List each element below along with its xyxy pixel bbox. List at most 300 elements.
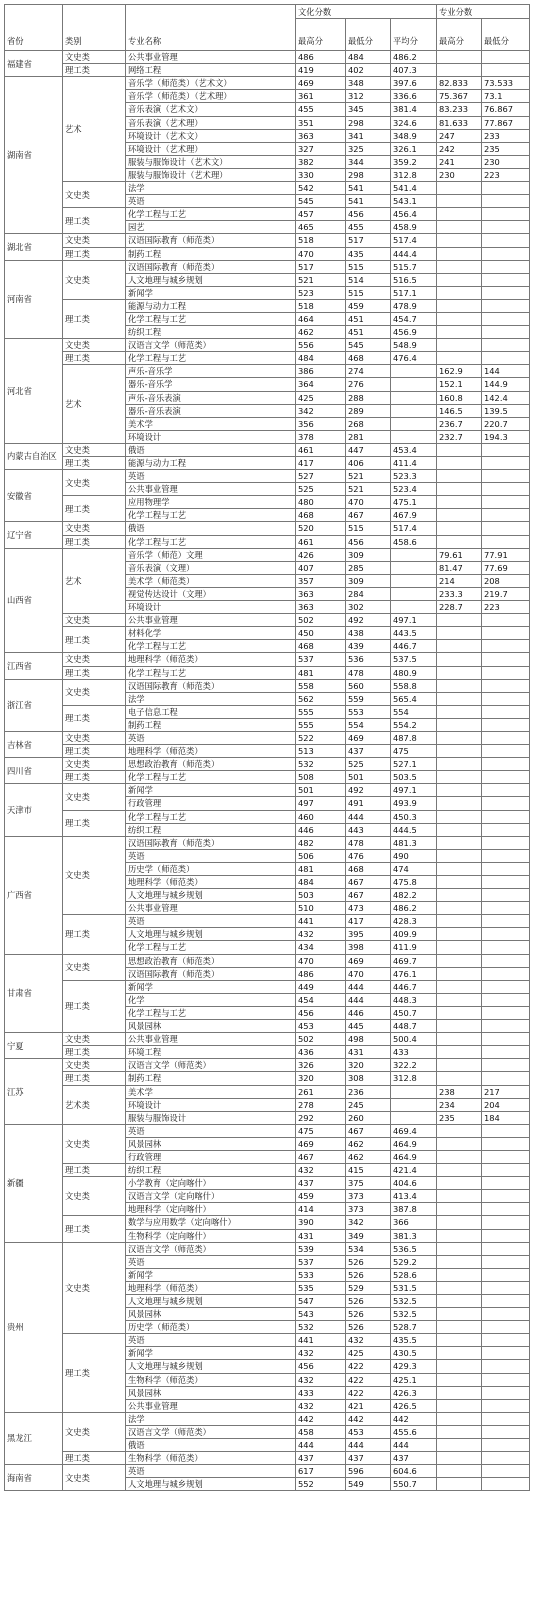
professional-max-cell: [437, 810, 482, 823]
professional-max-cell: [437, 182, 482, 195]
professional-max-cell: [437, 1373, 482, 1386]
culture-avg-cell: 458.9: [391, 221, 437, 234]
major-cell: 能源与动力工程: [126, 299, 296, 312]
province-cell: 内蒙古自治区: [5, 443, 63, 469]
header-province: 省份: [5, 5, 63, 51]
culture-avg-cell: 366: [391, 1216, 437, 1229]
professional-max-cell: [437, 836, 482, 849]
professional-min-cell: [482, 1203, 530, 1216]
header-category: 类别: [63, 5, 126, 51]
major-cell: 法学: [126, 692, 296, 705]
major-cell: 人文地理与城乡规划: [126, 928, 296, 941]
culture-max-cell: 426: [296, 548, 346, 561]
table-row: [5, 352, 530, 365]
professional-max-cell: [437, 1439, 482, 1452]
culture-avg-cell: 446.7: [391, 640, 437, 653]
category-cell: 理工类: [63, 666, 126, 679]
culture-min-cell: 526: [346, 1255, 391, 1268]
culture-min-cell: 437: [346, 745, 391, 758]
culture-avg-cell: 404.6: [391, 1177, 437, 1190]
professional-max-cell: [437, 522, 482, 535]
culture-min-cell: 245: [346, 1098, 391, 1111]
culture-avg-cell: [391, 378, 437, 391]
professional-min-cell: [482, 1373, 530, 1386]
major-cell: 法学: [126, 1412, 296, 1425]
major-cell: 器乐-音乐表演: [126, 404, 296, 417]
culture-min-cell: 498: [346, 1033, 391, 1046]
culture-min-cell: 425: [346, 1347, 391, 1360]
professional-max-cell: [437, 614, 482, 627]
culture-max-cell: 261: [296, 1085, 346, 1098]
category-cell: 艺术: [63, 77, 126, 182]
culture-max-cell: 461: [296, 535, 346, 548]
culture-max-cell: 442: [296, 1412, 346, 1425]
culture-avg-cell: 532.5: [391, 1295, 437, 1308]
professional-min-cell: [482, 1347, 530, 1360]
major-cell: 风景园林: [126, 1386, 296, 1399]
major-cell: 俄语: [126, 522, 296, 535]
major-cell: 音乐学（师范）文理: [126, 548, 296, 561]
culture-max-cell: 437: [296, 1177, 346, 1190]
province-cell: 辽宁省: [5, 522, 63, 548]
culture-max-cell: 363: [296, 601, 346, 614]
culture-min-cell: 276: [346, 378, 391, 391]
professional-min-cell: 194.3: [482, 430, 530, 443]
culture-min-cell: 236: [346, 1085, 391, 1098]
culture-avg-cell: 529.2: [391, 1255, 437, 1268]
province-cell: 湖北省: [5, 234, 63, 260]
professional-min-cell: 144.9: [482, 378, 530, 391]
major-cell: 美术学: [126, 1085, 296, 1098]
category-cell: 理工类: [63, 299, 126, 338]
major-cell: 化学工程与工艺: [126, 535, 296, 548]
culture-min-cell: 373: [346, 1190, 391, 1203]
professional-min-cell: [482, 876, 530, 889]
culture-min-cell: 456: [346, 208, 391, 221]
culture-avg-cell: 397.6: [391, 77, 437, 90]
culture-max-cell: 462: [296, 326, 346, 339]
professional-max-cell: 152.1: [437, 378, 482, 391]
major-cell: 化学工程与工艺: [126, 941, 296, 954]
professional-min-cell: [482, 745, 530, 758]
culture-avg-cell: 517.4: [391, 522, 437, 535]
culture-max-cell: 460: [296, 810, 346, 823]
professional-max-cell: [437, 784, 482, 797]
culture-max-cell: 456: [296, 1360, 346, 1373]
culture-min-cell: 526: [346, 1268, 391, 1281]
professional-max-cell: 214: [437, 574, 482, 587]
category-cell: 理工类: [63, 1334, 126, 1413]
major-cell: 器乐-音乐学: [126, 378, 296, 391]
table-row: [5, 1242, 530, 1255]
category-cell: 理工类: [63, 705, 126, 731]
header-professional-max: 最高分: [437, 19, 482, 51]
professional-max-cell: [437, 679, 482, 692]
culture-avg-cell: 532.5: [391, 1308, 437, 1321]
major-cell: 行政管理: [126, 1150, 296, 1163]
professional-max-cell: [437, 1150, 482, 1163]
professional-min-cell: 204: [482, 1098, 530, 1111]
culture-avg-cell: [391, 430, 437, 443]
culture-avg-cell: 409.9: [391, 928, 437, 941]
major-cell: 服装与服饰设计（艺术文）: [126, 155, 296, 168]
professional-min-cell: [482, 679, 530, 692]
professional-min-cell: [482, 509, 530, 522]
professional-max-cell: [437, 640, 482, 653]
major-cell: 地理科学（师范类）: [126, 1281, 296, 1294]
culture-min-cell: 451: [346, 326, 391, 339]
culture-avg-cell: [391, 601, 437, 614]
culture-avg-cell: 493.9: [391, 797, 437, 810]
header-professional-min: 最低分: [482, 19, 530, 51]
professional-min-cell: [482, 902, 530, 915]
culture-max-cell: 407: [296, 561, 346, 574]
culture-avg-cell: 312.8: [391, 1072, 437, 1085]
professional-max-cell: [437, 1452, 482, 1465]
culture-max-cell: 450: [296, 627, 346, 640]
major-cell: 公共事业管理: [126, 51, 296, 64]
major-cell: 地理科学（师范类）: [126, 653, 296, 666]
culture-avg-cell: 444.5: [391, 823, 437, 836]
professional-min-cell: [482, 718, 530, 731]
culture-max-cell: 510: [296, 902, 346, 915]
professional-min-cell: [482, 849, 530, 862]
culture-max-cell: 457: [296, 208, 346, 221]
table-row: [5, 535, 530, 548]
table-row: [5, 679, 530, 692]
professional-max-cell: [437, 352, 482, 365]
professional-min-cell: [482, 653, 530, 666]
culture-max-cell: 330: [296, 168, 346, 181]
culture-max-cell: 357: [296, 574, 346, 587]
professional-max-cell: [437, 941, 482, 954]
culture-avg-cell: 435.5: [391, 1334, 437, 1347]
province-cell: 四川省: [5, 758, 63, 784]
professional-min-cell: [482, 299, 530, 312]
professional-min-cell: 76.867: [482, 103, 530, 116]
culture-max-cell: 444: [296, 1439, 346, 1452]
culture-avg-cell: 450.7: [391, 1006, 437, 1019]
culture-max-cell: 482: [296, 836, 346, 849]
major-cell: 音乐表演（文理）: [126, 561, 296, 574]
major-cell: 英语: [126, 1124, 296, 1137]
culture-max-cell: 518: [296, 299, 346, 312]
category-cell: 理工类: [63, 457, 126, 470]
major-cell: 新闻学: [126, 784, 296, 797]
province-cell: 贵州: [5, 1242, 63, 1412]
culture-max-cell: 545: [296, 195, 346, 208]
score-table-container: [4, 4, 530, 1491]
culture-max-cell: 555: [296, 718, 346, 731]
major-cell: 汉语国际教育（师范类）: [126, 679, 296, 692]
culture-avg-cell: 476.1: [391, 967, 437, 980]
table-row: [5, 247, 530, 260]
culture-avg-cell: 537.5: [391, 653, 437, 666]
culture-avg-cell: 464.9: [391, 1150, 437, 1163]
culture-max-cell: 562: [296, 692, 346, 705]
category-cell: 理工类: [63, 627, 126, 653]
table-body: [5, 51, 530, 1491]
culture-avg-cell: 543.1: [391, 195, 437, 208]
professional-max-cell: [437, 1425, 482, 1438]
table-row: [5, 1072, 530, 1085]
major-cell: 电子信息工程: [126, 705, 296, 718]
culture-max-cell: 532: [296, 1321, 346, 1334]
culture-min-cell: 268: [346, 417, 391, 430]
culture-min-cell: 447: [346, 443, 391, 456]
culture-min-cell: 541: [346, 195, 391, 208]
culture-min-cell: 554: [346, 718, 391, 731]
professional-max-cell: 233.3: [437, 587, 482, 600]
culture-max-cell: 539: [296, 1242, 346, 1255]
professional-max-cell: [437, 286, 482, 299]
culture-max-cell: 502: [296, 1033, 346, 1046]
professional-min-cell: [482, 1150, 530, 1163]
professional-min-cell: 73.1: [482, 90, 530, 103]
professional-max-cell: [437, 627, 482, 640]
major-cell: 纺织工程: [126, 1164, 296, 1177]
culture-max-cell: 292: [296, 1111, 346, 1124]
major-cell: 公共事业管理: [126, 483, 296, 496]
table-row: [5, 64, 530, 77]
professional-max-cell: 247: [437, 129, 482, 142]
professional-min-cell: [482, 1229, 530, 1242]
major-cell: 化学: [126, 993, 296, 1006]
table-row: [5, 522, 530, 535]
professional-max-cell: [437, 954, 482, 967]
culture-min-cell: 492: [346, 784, 391, 797]
professional-max-cell: [437, 1059, 482, 1072]
major-cell: 英语: [126, 1255, 296, 1268]
culture-max-cell: 467: [296, 1150, 346, 1163]
culture-avg-cell: [391, 561, 437, 574]
culture-min-cell: 451: [346, 312, 391, 325]
culture-min-cell: 467: [346, 1124, 391, 1137]
professional-min-cell: 184: [482, 1111, 530, 1124]
province-cell: 湖南省: [5, 77, 63, 234]
category-cell: 文史类: [63, 1465, 126, 1491]
culture-max-cell: 378: [296, 430, 346, 443]
culture-avg-cell: [391, 417, 437, 430]
category-cell: 文史类: [63, 182, 126, 208]
table-row: [5, 836, 530, 849]
culture-max-cell: 363: [296, 587, 346, 600]
professional-max-cell: [437, 535, 482, 548]
culture-min-cell: 281: [346, 430, 391, 443]
professional-max-cell: [437, 745, 482, 758]
professional-max-cell: [437, 1046, 482, 1059]
culture-max-cell: 558: [296, 679, 346, 692]
major-cell: 新闻学: [126, 1347, 296, 1360]
culture-min-cell: 515: [346, 522, 391, 535]
province-cell: 河北省: [5, 339, 63, 444]
culture-max-cell: 432: [296, 1164, 346, 1177]
professional-min-cell: [482, 208, 530, 221]
culture-max-cell: 508: [296, 771, 346, 784]
culture-avg-cell: 411.9: [391, 941, 437, 954]
culture-min-cell: 341: [346, 129, 391, 142]
culture-avg-cell: 450.3: [391, 810, 437, 823]
culture-avg-cell: 442: [391, 1412, 437, 1425]
table-row: [5, 470, 530, 483]
culture-min-cell: 421: [346, 1399, 391, 1412]
major-cell: 园艺: [126, 221, 296, 234]
major-cell: 服装与服饰设计（艺术理）: [126, 168, 296, 181]
major-cell: 新闻学: [126, 980, 296, 993]
culture-min-cell: 302: [346, 601, 391, 614]
culture-avg-cell: 554.2: [391, 718, 437, 731]
professional-max-cell: [437, 208, 482, 221]
culture-max-cell: 417: [296, 457, 346, 470]
major-cell: 人文地理与城乡规划: [126, 1478, 296, 1491]
culture-max-cell: 481: [296, 666, 346, 679]
culture-avg-cell: 421.4: [391, 1164, 437, 1177]
table-row: [5, 1164, 530, 1177]
professional-min-cell: [482, 1268, 530, 1281]
category-cell: 文史类: [63, 679, 126, 705]
province-cell: 甘肃省: [5, 954, 63, 1033]
professional-max-cell: [437, 758, 482, 771]
culture-max-cell: 535: [296, 1281, 346, 1294]
culture-min-cell: 525: [346, 758, 391, 771]
professional-max-cell: [437, 1255, 482, 1268]
table-row: [5, 548, 530, 561]
professional-min-cell: [482, 1059, 530, 1072]
culture-min-cell: 467: [346, 876, 391, 889]
professional-min-cell: [482, 51, 530, 64]
major-cell: 化学工程与工艺: [126, 666, 296, 679]
culture-avg-cell: 312.8: [391, 168, 437, 181]
major-cell: 英语: [126, 731, 296, 744]
professional-min-cell: 144: [482, 365, 530, 378]
culture-max-cell: 342: [296, 404, 346, 417]
culture-avg-cell: 474: [391, 862, 437, 875]
table-row: [5, 653, 530, 666]
category-cell: 理工类: [63, 64, 126, 77]
culture-max-cell: 436: [296, 1046, 346, 1059]
province-cell: 山西省: [5, 548, 63, 653]
province-cell: 海南省: [5, 1465, 63, 1491]
culture-avg-cell: 497.1: [391, 784, 437, 797]
culture-avg-cell: [391, 404, 437, 417]
professional-min-cell: 235: [482, 142, 530, 155]
culture-avg-cell: 446.7: [391, 980, 437, 993]
major-cell: 环境工程: [126, 1046, 296, 1059]
table-row: [5, 208, 530, 221]
culture-min-cell: 422: [346, 1386, 391, 1399]
culture-max-cell: 484: [296, 352, 346, 365]
professional-max-cell: 83.233: [437, 103, 482, 116]
major-cell: 环境设计: [126, 430, 296, 443]
culture-min-cell: 342: [346, 1216, 391, 1229]
professional-min-cell: 230: [482, 155, 530, 168]
professional-max-cell: 162.9: [437, 365, 482, 378]
culture-avg-cell: 469.4: [391, 1124, 437, 1137]
table-row: [5, 1216, 530, 1229]
header-major: 专业名称: [126, 5, 296, 51]
professional-min-cell: [482, 339, 530, 352]
professional-max-cell: [437, 876, 482, 889]
culture-min-cell: 298: [346, 116, 391, 129]
major-cell: 应用物理学: [126, 496, 296, 509]
culture-min-cell: 560: [346, 679, 391, 692]
culture-avg-cell: 433: [391, 1046, 437, 1059]
professional-min-cell: [482, 1137, 530, 1150]
professional-max-cell: [437, 221, 482, 234]
professional-max-cell: [437, 1412, 482, 1425]
major-cell: 制药工程: [126, 1072, 296, 1085]
culture-min-cell: 521: [346, 470, 391, 483]
professional-min-cell: [482, 1334, 530, 1347]
category-cell: 文史类: [63, 234, 126, 247]
culture-avg-cell: 413.4: [391, 1190, 437, 1203]
category-cell: 文史类: [63, 51, 126, 64]
culture-min-cell: 553: [346, 705, 391, 718]
culture-min-cell: 432: [346, 1334, 391, 1347]
culture-avg-cell: 536.5: [391, 1242, 437, 1255]
professional-min-cell: [482, 457, 530, 470]
culture-min-cell: 517: [346, 234, 391, 247]
professional-min-cell: 233: [482, 129, 530, 142]
professional-min-cell: 142.4: [482, 391, 530, 404]
province-cell: 新疆: [5, 1124, 63, 1242]
culture-max-cell: 470: [296, 954, 346, 967]
professional-min-cell: [482, 1046, 530, 1059]
culture-avg-cell: 475.1: [391, 496, 437, 509]
professional-max-cell: [437, 1281, 482, 1294]
culture-max-cell: 458: [296, 1425, 346, 1438]
professional-min-cell: [482, 941, 530, 954]
culture-avg-cell: 454.7: [391, 312, 437, 325]
culture-max-cell: 449: [296, 980, 346, 993]
culture-max-cell: 320: [296, 1072, 346, 1085]
professional-min-cell: [482, 182, 530, 195]
culture-max-cell: 469: [296, 1137, 346, 1150]
culture-min-cell: 468: [346, 352, 391, 365]
major-cell: 英语: [126, 1465, 296, 1478]
culture-avg-cell: [391, 587, 437, 600]
professional-max-cell: [437, 1295, 482, 1308]
culture-min-cell: 526: [346, 1308, 391, 1321]
culture-min-cell: 309: [346, 574, 391, 587]
professional-min-cell: [482, 731, 530, 744]
culture-max-cell: 351: [296, 116, 346, 129]
culture-min-cell: 308: [346, 1072, 391, 1085]
professional-max-cell: [437, 902, 482, 915]
major-cell: 汉语言文学（师范类）: [126, 1059, 296, 1072]
culture-max-cell: 441: [296, 1334, 346, 1347]
table-row: [5, 705, 530, 718]
major-cell: 材料化学: [126, 627, 296, 640]
culture-max-cell: 543: [296, 1308, 346, 1321]
culture-min-cell: 473: [346, 902, 391, 915]
category-cell: 理工类: [63, 915, 126, 954]
culture-avg-cell: 565.4: [391, 692, 437, 705]
professional-max-cell: [437, 1020, 482, 1033]
professional-min-cell: [482, 1281, 530, 1294]
professional-max-cell: 241: [437, 155, 482, 168]
table-row: [5, 731, 530, 744]
culture-avg-cell: 480.9: [391, 666, 437, 679]
professional-min-cell: [482, 443, 530, 456]
culture-avg-cell: 444.4: [391, 247, 437, 260]
culture-avg-cell: 486.2: [391, 902, 437, 915]
header-culture-max: 最高分: [296, 19, 346, 51]
professional-max-cell: [437, 1242, 482, 1255]
culture-min-cell: 325: [346, 142, 391, 155]
culture-min-cell: 456: [346, 535, 391, 548]
culture-max-cell: 481: [296, 862, 346, 875]
